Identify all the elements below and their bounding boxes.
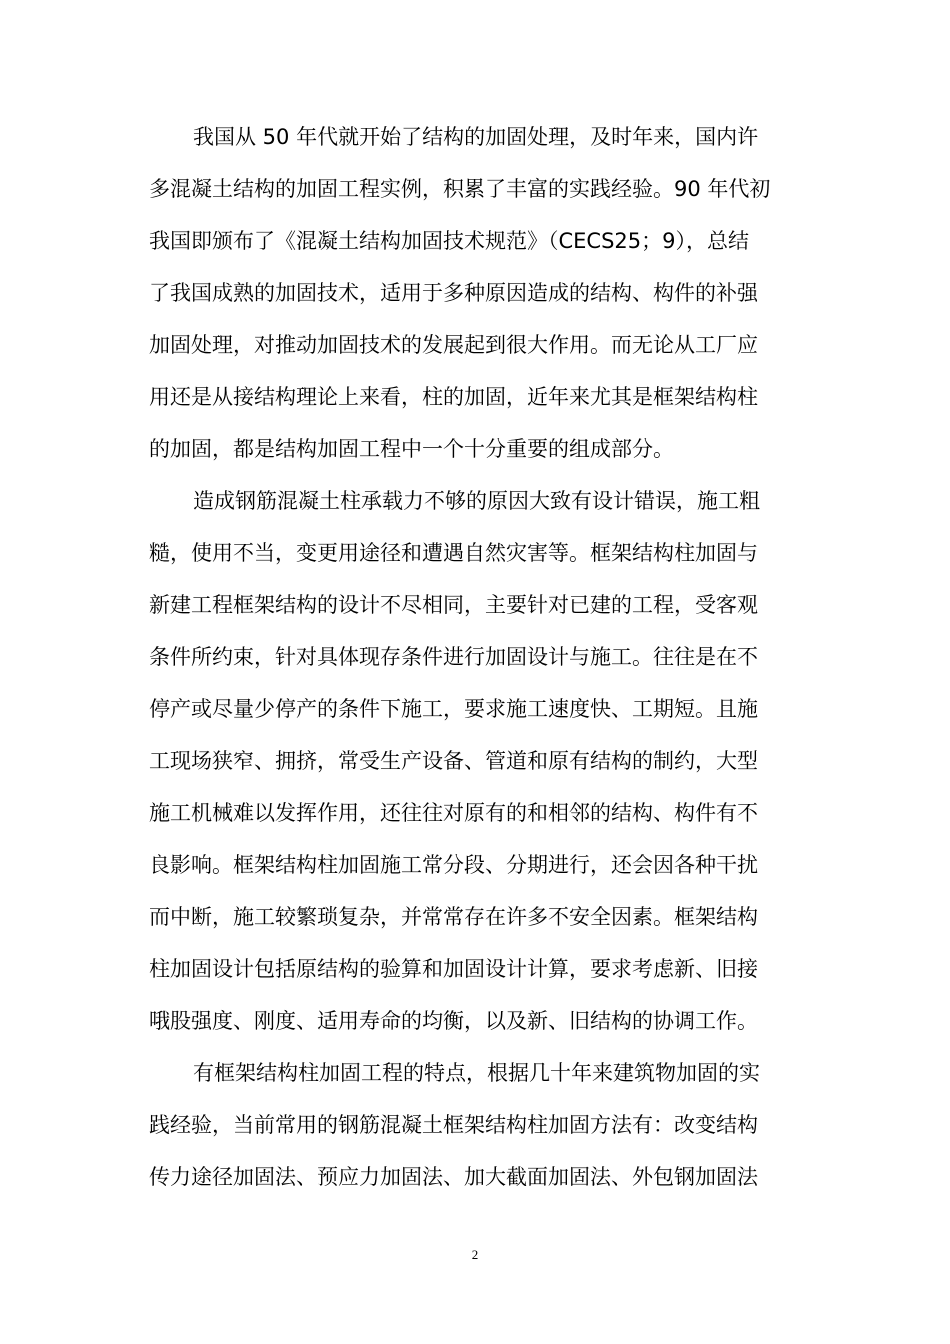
paragraph-1-line-4: [0, 280, 950, 332]
paragraph-1-line-7: [0, 436, 950, 488]
line-text: 施工机械难以发挥作用，还往往对原有的和相邻的结构、构件有不: [149, 801, 758, 825]
paragraph-1-line-3: [0, 228, 950, 280]
line-text: 了我国成熟的加固技术，适用于多种原因造成的结构、构件的补强: [149, 281, 758, 305]
page-number: 2: [471, 1247, 479, 1262]
line-text: 践经验，当前常用的钢筋混凝土框架结构柱加固方法有：改变结构: [149, 1113, 758, 1137]
paragraph-2-line-7: [0, 800, 950, 852]
paragraph-2-line-11: [0, 1008, 950, 1060]
paragraph-2-line-1: [0, 488, 950, 540]
paragraph-1-line-2: [0, 176, 950, 228]
paragraph-3-line-1: [0, 1060, 950, 1112]
paragraph-2-line-2: [0, 540, 950, 592]
line-text: 工现场狭窄、拥挤，常受生产设备、管道和原有结构的制约，大型: [149, 749, 758, 773]
paragraph-1-line-1: [0, 124, 950, 176]
paragraph-2-line-4: [0, 644, 950, 696]
paragraph-2-line-3: [0, 592, 950, 644]
line-text: 而中断，施工较繁琐复杂，并常常存在许多不安全因素。框架结构: [149, 905, 758, 929]
line-text: 我国即颁布了《混凝土结构加固技术规范》（CECS25；9），总结: [149, 229, 750, 253]
paragraph-2-line-8: [0, 852, 950, 904]
line-text: 柱加固设计包括原结构的验算和加固设计计算，要求考虑新、旧接: [149, 957, 758, 981]
line-text: 我国从 50 年代就开始了结构的加固处理，及时年来，国内许: [193, 125, 759, 149]
paragraph-2-line-6: [0, 748, 950, 800]
line-text: 多混凝土结构的加固工程实例，积累了丰富的实践经验。90 年代初: [149, 177, 771, 201]
paragraph-2-line-9: [0, 904, 950, 956]
line-text: 停产或尽量少停产的条件下施工，要求施工速度快、工期短。且施: [149, 697, 758, 721]
paragraph-3-line-3: [0, 1164, 950, 1216]
paragraph-3-line-2: [0, 1112, 950, 1164]
paragraph-2-line-10: [0, 956, 950, 1008]
line-text: 糙，使用不当，变更用途径和遭遇自然灾害等。框架结构柱加固与: [149, 541, 758, 565]
line-text: 良影响。框架结构柱加固施工常分段、分期进行，还会因各种干扰: [149, 853, 758, 877]
line-text: 加固处理，对推动加固技术的发展起到很大作用。而无论从工厂应: [149, 333, 758, 357]
paragraph-1-line-6: [0, 384, 950, 436]
line-text: 造成钢筋混凝土柱承载力不够的原因大致有设计错误，施工粗: [193, 489, 760, 513]
paragraph-2-line-5: [0, 696, 950, 748]
line-text: 新建工程框架结构的设计不尽相同，主要针对已建的工程，受客观: [149, 593, 758, 617]
line-text: 的加固，都是结构加固工程中一个十分重要的组成部分。: [149, 437, 674, 461]
line-text: 哦股强度、刚度、适用寿命的均衡，以及新、旧结构的协调工作。: [149, 1009, 758, 1033]
line-text: 用还是从接结构理论上来看，柱的加固，近年来尤其是框架结构柱: [149, 385, 758, 409]
line-text: 传力途径加固法、预应力加固法、加大截面加固法、外包钢加固法: [149, 1165, 758, 1189]
paragraph-1-line-5: [0, 332, 950, 384]
line-text: 条件所约束，针对具体现存条件进行加固设计与施工。往往是在不: [149, 645, 758, 669]
line-text: 有框架结构柱加固工程的特点，根据几十年来建筑物加固的实: [193, 1061, 760, 1085]
